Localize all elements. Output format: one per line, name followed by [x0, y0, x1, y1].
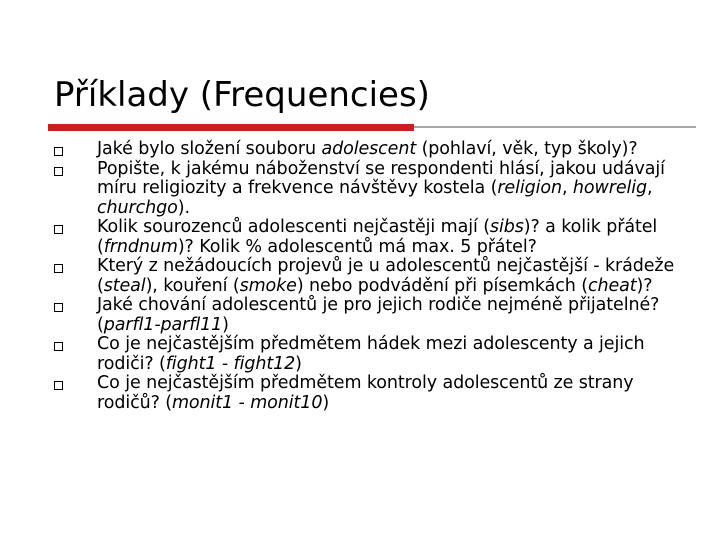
- slide-title: Příklady (Frequencies): [54, 75, 430, 115]
- text-run: ,: [647, 178, 653, 198]
- list-item: [0, 296, 720, 335]
- square-bullet-icon: [54, 147, 63, 156]
- bullet-text: [97, 160, 697, 219]
- variable-name: monit1 - monit10: [171, 392, 323, 413]
- bullet-text: [97, 296, 697, 335]
- text-run: Který z nežádoucích projevů je u adolescentů nejčastější - krádeže (: [97, 256, 675, 296]
- text-run: Jaké chování adolescentů je pro jejich rodiče nejméně přijatelné? (: [97, 295, 660, 335]
- text-run: ).: [177, 197, 190, 218]
- bullet-text: [97, 140, 697, 160]
- variable-name: religion: [497, 178, 562, 198]
- variable-name: howrelig: [572, 178, 648, 198]
- bullet-text: [97, 218, 697, 257]
- text-run: Jaké bylo složení souboru: [97, 139, 322, 159]
- bullet-text: [97, 257, 697, 296]
- text-run: ): [295, 353, 302, 374]
- bullet-text: [97, 335, 697, 374]
- variable-name: adolescent: [321, 139, 417, 159]
- variable-name: smoke: [239, 275, 297, 296]
- bullet-text: [97, 374, 697, 413]
- text-run: )? Kolik % adolescentů má max. 5 přátel?: [177, 236, 537, 257]
- square-bullet-icon: [54, 264, 63, 273]
- square-bullet-icon: [54, 167, 63, 176]
- square-bullet-icon: [54, 381, 63, 390]
- text-run: ): [322, 392, 330, 413]
- text-run: )?: [636, 275, 653, 296]
- variable-name: churchgo: [97, 197, 178, 218]
- title-underline-red: [48, 124, 414, 131]
- variable-name: parfl1-parfl11: [103, 314, 223, 335]
- text-run: Co je nejčastějším předmětem kontroly adolescentů ze strany rodičů? (: [97, 373, 634, 413]
- bullet-list: [0, 140, 720, 413]
- variable-name: frndnum: [103, 236, 178, 257]
- text-run: ): [222, 314, 229, 335]
- variable-name: steal: [103, 275, 146, 296]
- list-item: [0, 140, 720, 160]
- variable-name: cheat: [587, 275, 637, 296]
- text-run: )? a kolik přátel (: [97, 217, 658, 257]
- variable-name: sibs: [489, 217, 524, 237]
- square-bullet-icon: [54, 342, 63, 351]
- text-run: ), kouření (: [145, 275, 240, 296]
- list-item: [0, 257, 720, 296]
- square-bullet-icon: [54, 225, 63, 234]
- text-run: Co je nejčastějším předmětem hádek mezi adolescenty a jejich rodiči? (: [97, 334, 645, 374]
- text-run: Kolik sourozenců adolescenti nejčastěji mají (: [97, 217, 490, 237]
- list-item: [0, 218, 720, 257]
- list-item: [0, 374, 720, 413]
- square-bullet-icon: [54, 303, 63, 312]
- text-run: ) nebo podvádění při písemkách (: [296, 275, 588, 296]
- list-item: [0, 335, 720, 374]
- text-run: (pohlaví, věk, typ školy)?: [416, 139, 638, 159]
- text-run: Popište, k jakému náboženství se respondenti hlásí, jakou udávají míru religiozity a frekvence návštěvy kostela (: [97, 158, 665, 198]
- text-run: ,: [561, 178, 573, 198]
- list-item: [0, 160, 720, 219]
- variable-name: fight1 - fight12: [165, 353, 296, 374]
